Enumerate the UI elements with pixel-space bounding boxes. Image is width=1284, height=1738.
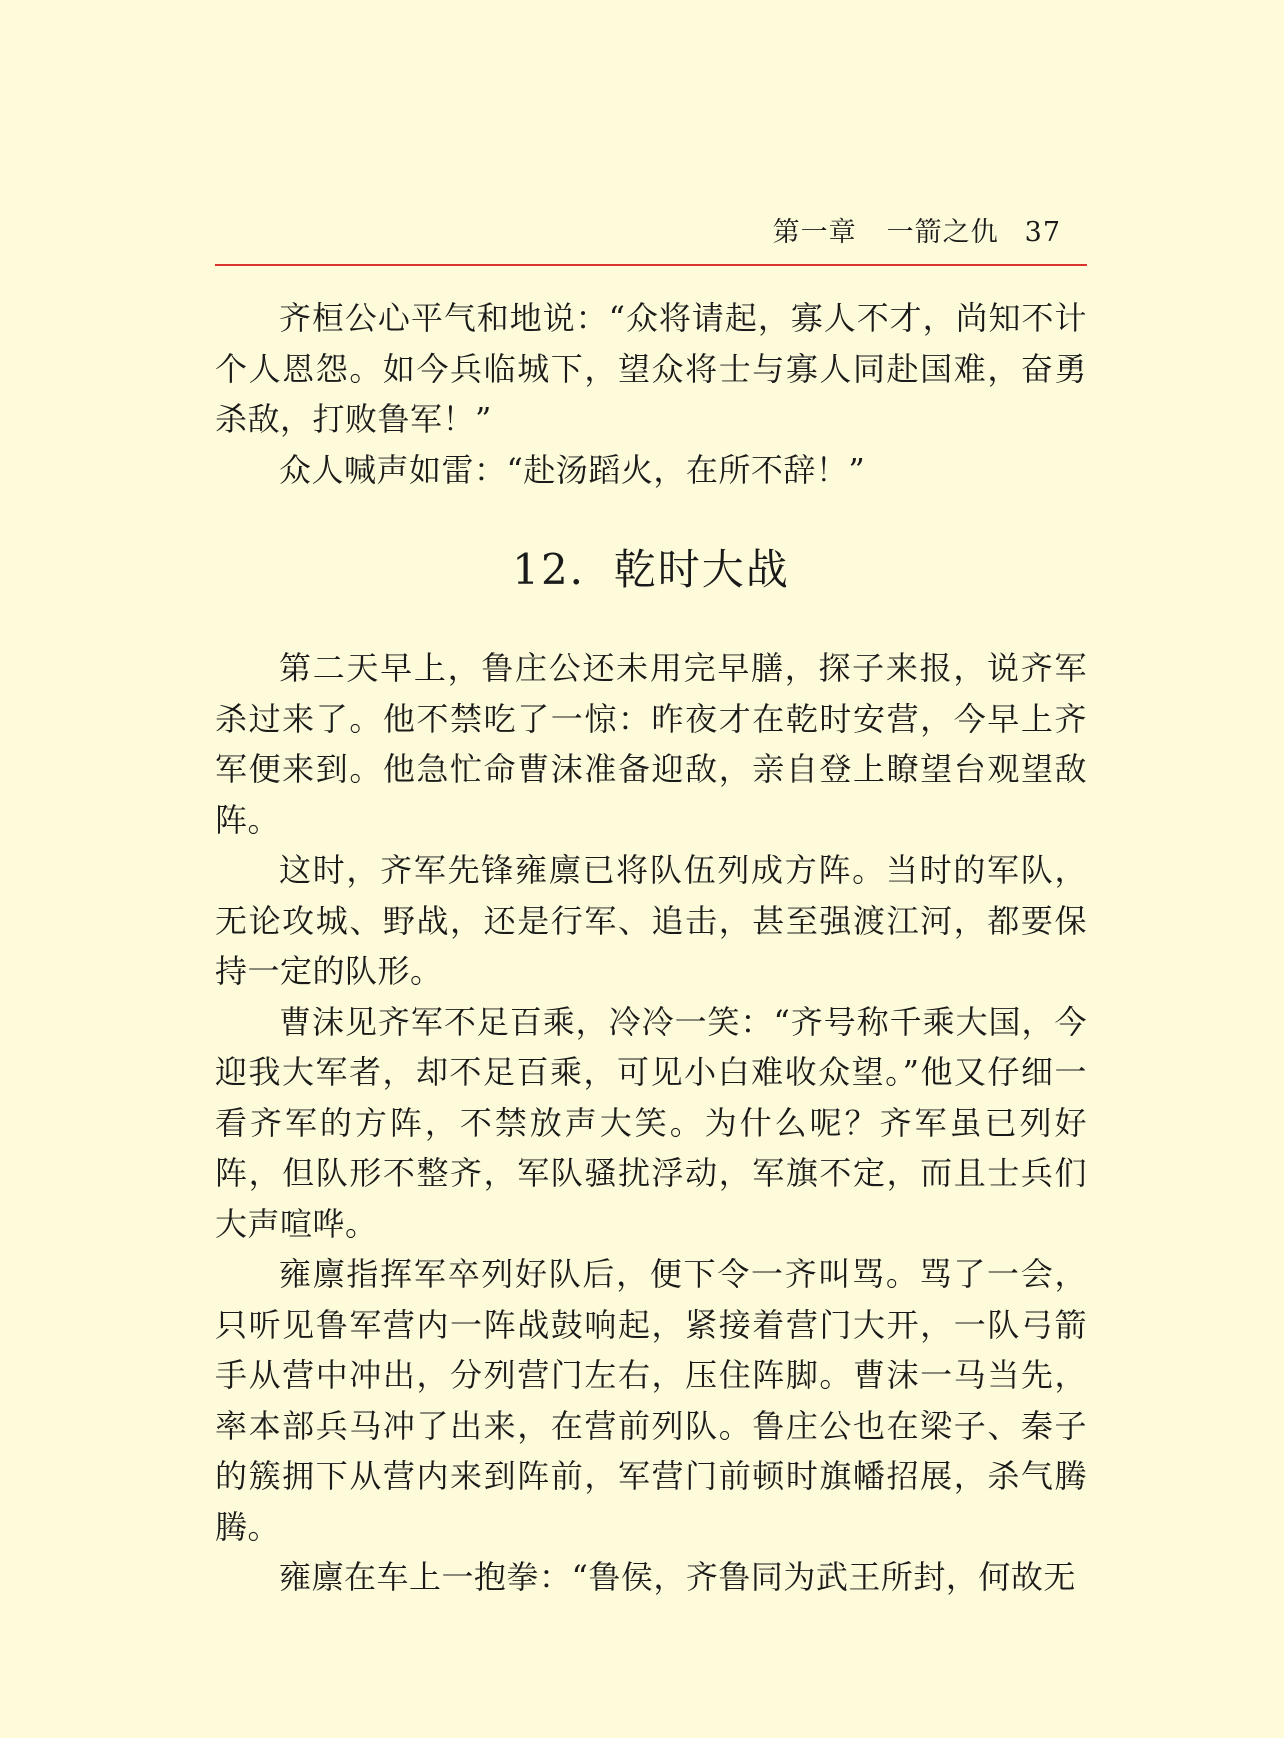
header-chapter: 第一章 [772,217,857,248]
paragraph: 齐桓公心平气和地说：“众将请起，寡人不才，尚知不计个人恩怨。如今兵临城下，望众将士与寡人同赴国难，奋勇杀敌，打败鲁军！” [215,299,1087,438]
paragraph: 雍廪指挥军卒列好队后，便下令一齐叫骂。骂了一会，只听见鲁军营内一阵战鼓响起，紧接着营门大开，一队弓箭手从营中冲出，分列营门左右，压住阵脚。曹沫一马当先，率本部兵马冲了出来，在营前列队。鲁庄公也在梁子、秦子的簇拥下从营内来到阵前，军营门前顿时旗幡招展，杀气腾腾。 [215,1255,1087,1546]
section-title: 12．乾时大战 [512,545,790,594]
running-header [215,215,1087,251]
paragraph: 这时，齐军先锋雍廪已将队伍列成方阵。当时的军队，无论攻城、野战，还是行军、追击，甚至强渡江河，都要保持一定的队形。 [215,851,1087,990]
paragraph: 曹沫见齐军不足百乘，冷冷一笑：“齐号称千乘大国，今迎我大军者，却不足百乘，可见小白难收众望。”他又仔细一看齐军的方阵，不禁放声大笑。为什么呢？齐军虽已列好阵，但队形不整齐，军队骚扰浮动，军旗不定，而且士兵们大声喧哗。 [215,1002,1087,1243]
page-number: 37 [1024,217,1061,248]
paragraph: 众人喊声如雷：“赴汤蹈火，在所不辞！” [279,450,866,489]
header-rule [215,264,1087,266]
body-text-block [215,643,1087,1603]
header-chapter-title: 一箭之仇 [886,217,999,248]
top-text-block [215,293,1087,495]
paragraph: 第二天早上，鲁庄公还未用完早膳，探子来报，说齐军杀过来了。他不禁吃了一惊：昨夜才在乾时安营，今早上齐军便来到。他急忙命曹沫准备迎敌，亲自登上瞭望台观望敌阵。 [215,649,1087,839]
paragraph: 雍廪在车上一抱拳：“鲁侯，齐鲁同为武王所封，何故无 [279,1558,1076,1596]
